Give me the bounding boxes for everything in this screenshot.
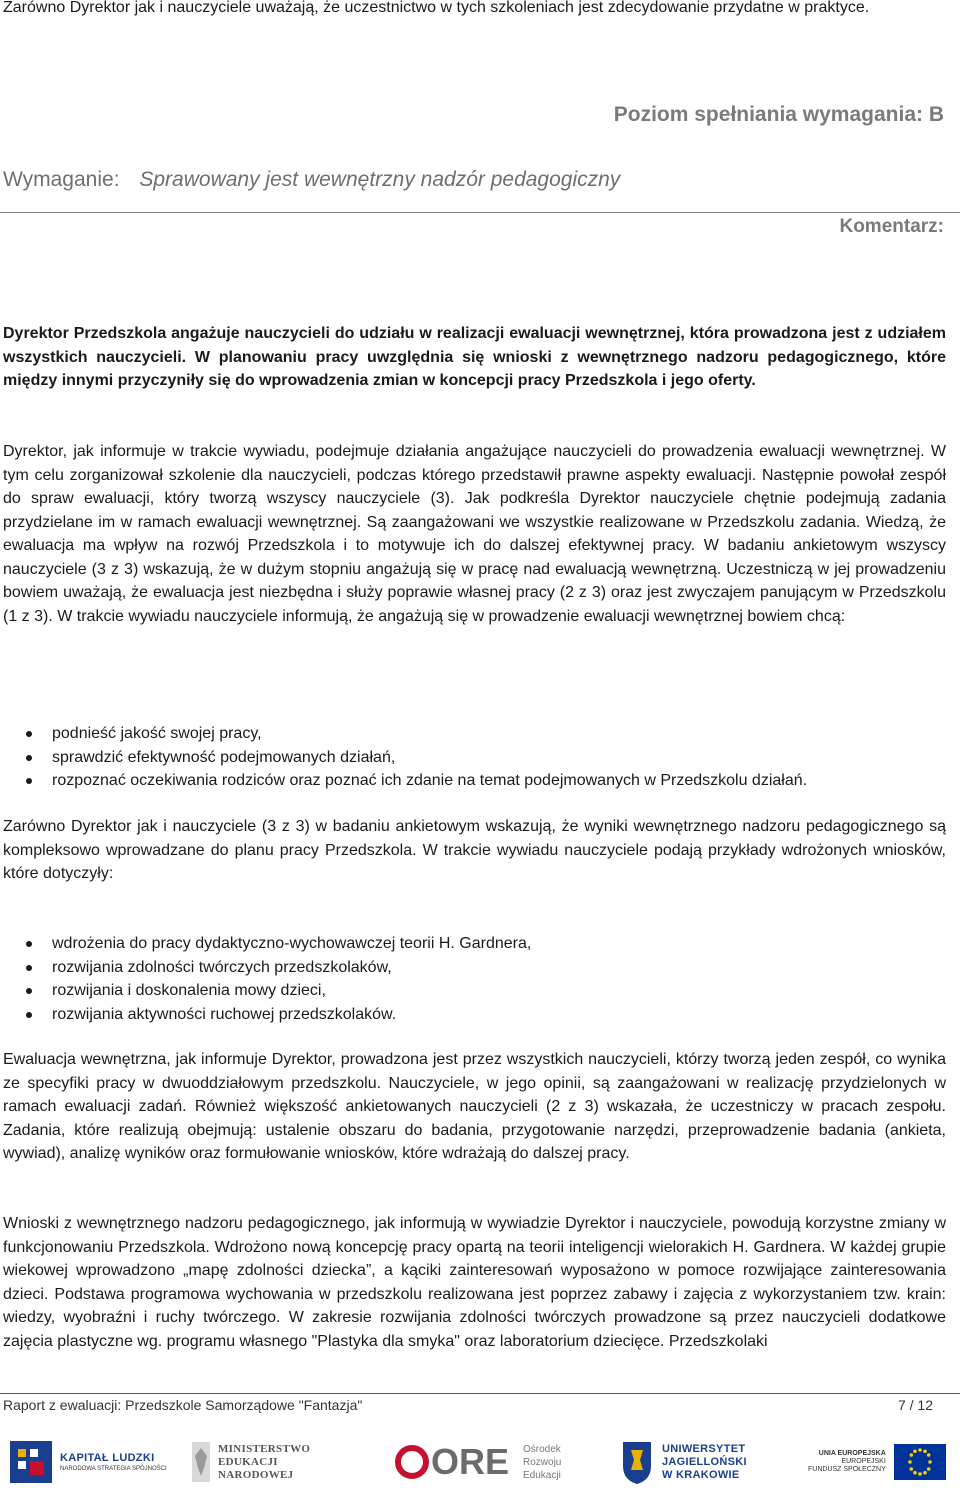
kapital-ludzki-title: KAPITAŁ LUDZKI xyxy=(60,1451,155,1464)
conclusions-list xyxy=(22,932,531,1026)
list-item: rozwijania aktywności ruchowej przedszkolaków. xyxy=(22,1003,531,1027)
eu-line-3: FUNDUSZ SPOŁECZNY xyxy=(808,1466,886,1473)
requirement-level: Poziom spełniania wymagania: B xyxy=(613,103,944,126)
eu-line-1: UNIA EUROPEJSKA xyxy=(818,1450,886,1457)
wants-list xyxy=(22,722,807,793)
list-item: sprawdzić efektywność podejmowanych działań, xyxy=(22,746,807,770)
intro-paragraph: Zarówno Dyrektor jak i nauczyciele uważają, że uczestnictwo w tych szkoleniach jest zdecydowanie przydatne w praktyce. xyxy=(3,0,870,16)
requirement-row xyxy=(3,168,620,192)
uj-line-3: W KRAKOWIE xyxy=(662,1468,740,1481)
men-line-3: NARODOWEJ xyxy=(218,1468,294,1481)
ore-line-2: Rozwoju xyxy=(523,1456,562,1468)
men-line-2: EDUKACJI xyxy=(218,1455,278,1468)
body-paragraph-1: Dyrektor, jak informuje w trakcie wywiadu, podejmuje działania angażujące nauczycieli do prowadzenia ewaluacji wewnętrznej. W tym celu zorganizował szkolenie dla nauczycieli, podczas którego przedstawił prawne aspekty ewaluacji. Następnie powołał zespół do spraw ewaluacji, który tworzą wszyscy nauczyciele (3). Jak podkreśla Dyrektor nauczyciele chętnie podejmują zadania przydzielane im w ramach ewaluacji wewnętrznej. Są zaangażowani we wszystkie realizowane w Przedszkolu zadania. Wiedzą, że ewaluacja ma wpływ na rozwój Przedszkola i to motywuje ich do dalszej efektywnej pracy. W badaniu ankietowym wszyscy nauczyciele (3 z 3) wskazują, że w dużym stopniu angażują się w pracę nad ewaluacją wewnętrzną. Uczestniczą w jej prowadzeniu bowiem uważają, że ewaluacja jest niezbędna i służy poprawie własnej pracy (2 z 3) oraz jest zwyczajem panującym w Przedszkolu (1 z 3). W trakcie wywiadu nauczyciele informują, że angażują się w prowadzenie ewaluacji wewnętrznej bowiem chcą: xyxy=(3,443,946,625)
list-item: rozpoznać oczekiwania rodziców oraz poznać ich zdanie na temat podejmowanych w Przedszkolu działań. xyxy=(22,769,807,793)
men-line-1: MINISTERSTWO xyxy=(218,1442,311,1455)
uj-line-1: UNIWERSYTET xyxy=(662,1442,746,1455)
men-logo xyxy=(190,1432,330,1492)
uj-logo xyxy=(620,1432,770,1492)
list-item: rozwijania zdolności twórczych przedszkolaków, xyxy=(22,956,531,980)
eu-flag-icon xyxy=(894,1444,946,1480)
page-number: 7 / 12 xyxy=(897,1397,933,1413)
body-paragraph-4: Wnioski z wewnętrznego nadzoru pedagogicznego, jak informują w wywiadzie Dyrektor i nauczyciele, powodują korzystne zmiany w funkcjonowaniu Przedszkola. Wdrożono nową koncepcję pracy opartą na teorii inteligencji wielorakich H. Gardnera. W każdej grupie wiekowej wprowadzono „mapę zdolności dziecka”, a kąciki zainteresowań wyposażono w pomoce rozwijające zainteresowania dzieci. Podstawa programowa wychowania w przedszkolu realizowana jest poprzez zabawy i zajęcia z wykorzystaniem tzw. krain: wiedzy, wyobraźni i ruchy twórczego. W zakresie rozwijania zdolności twórczych prowadzone są przez nauczycieli dodatkowe zajęcia plastyczne wg. programu własnego "Plastyka dla smyka" oraz laboratorium dziecięce. Przedszkolaki xyxy=(3,1215,946,1350)
eu-logo xyxy=(808,1432,958,1492)
list-item: podnieść jakość swojej pracy, xyxy=(22,722,807,746)
kapital-ludzki-icon xyxy=(8,1439,54,1485)
requirement-label: Wymaganie: xyxy=(3,168,120,191)
section-divider xyxy=(0,212,960,213)
list-item: wdrożenia do pracy dydaktyczno-wychowawczej teorii H. Gardnera, xyxy=(22,932,531,956)
eagle-icon xyxy=(190,1438,212,1486)
uj-line-2: JAGIELLOŃSKI xyxy=(662,1455,747,1468)
body-paragraph-2: Zarówno Dyrektor jak i nauczyciele (3 z 3) w badaniu ankietowym wskazują, że wyniki wewnętrznego nadzoru pedagogicznego są kompleksowo wprowadzane do planu pracy Przedszkola. W trakcie wywiadu nauczyciele podają przykłady wdrożonych wniosków, które dotyczyły: xyxy=(3,818,946,882)
comment-heading: Komentarz: xyxy=(839,216,944,237)
sponsor-logos xyxy=(0,1420,960,1503)
ore-circle-icon xyxy=(395,1445,429,1479)
summary-paragraph: Dyrektor Przedszkola angażuje nauczycieli do udziału w realizacji ewaluacji wewnętrznej, która prowadzona jest z udziałem wszystkich nauczycieli. W planowaniu pracy uwzględnia się wnioski z wewnętrznego nadzoru pedagogicznego, które między innymi przyczyniły się do wprowadzenia zmian w koncepcji pracy Przedszkola i jego oferty. xyxy=(3,325,946,389)
list-item: rozwijania i doskonalenia mowy dzieci, xyxy=(22,979,531,1003)
requirement-value: Sprawowany jest wewnętrzny nadzór pedagogiczny xyxy=(139,168,621,191)
kapital-ludzki-subtitle: NARODOWA STRATEGIA SPÓJNOŚCI xyxy=(60,1465,167,1472)
ore-line-3: Edukacji xyxy=(523,1469,561,1481)
ore-mark: ORE xyxy=(431,1441,510,1482)
kapital-ludzki-logo xyxy=(8,1432,168,1492)
ore-logo xyxy=(395,1432,565,1492)
body-paragraph-3: Ewaluacja wewnętrzna, jak informuje Dyrektor, prowadzona jest przez wszystkich nauczycieli, którzy tworzą jeden zespół, co wynika ze specyfiki pracy w dwuoddziałowym przedszkolu. Nauczyciele, w jego opinii, są zaangażowani w realizację przydzielonych w ramach ewaluacji zadań. Również większość ankietowanych nauczycieli (2 z 3) wskazała, że uczestniczy w pracach zespołu. Zadania, które realizują obejmują: ustalenie obszaru do badania, przygotowanie narzędzi, przeprowadzenie badania (ankieta, wywiad), analizę wyników oraz formułowanie wniosków, które wdrażają do dalszej pracy. xyxy=(3,1051,946,1162)
eu-line-2: EUROPEJSKI xyxy=(841,1458,886,1465)
footer-report-title: Raport z ewaluacji: Przedszkole Samorządowe "Fantazja" xyxy=(3,1397,363,1413)
footer-divider xyxy=(0,1393,960,1394)
ore-line-1: Ośrodek xyxy=(523,1443,561,1455)
uj-crest-icon xyxy=(620,1438,654,1486)
